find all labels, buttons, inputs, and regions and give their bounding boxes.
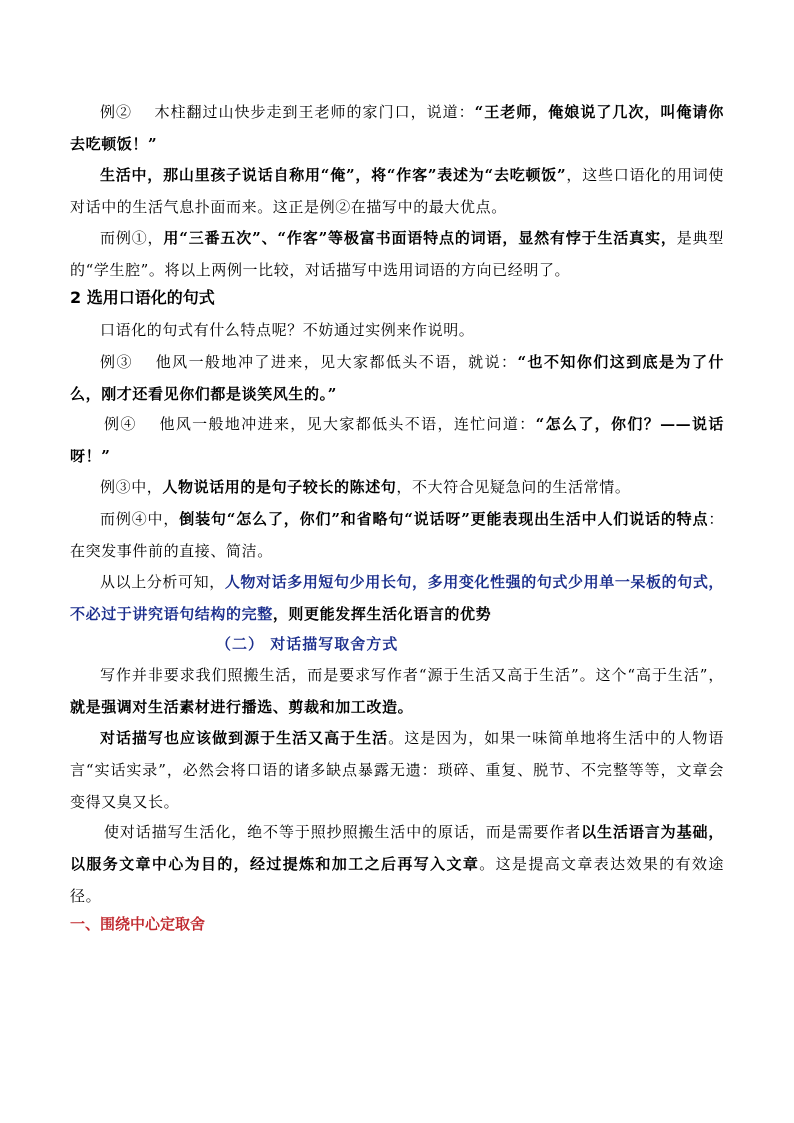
paragraph-text-pre: 使对话描写生活化，绝不等于照抄照搬生活中的原话，而是需要作者 [104, 823, 582, 841]
example-3 [70, 346, 724, 410]
paragraph-text: ，不大符合见疑急问的生活常情。 [396, 478, 631, 496]
example-4-label: 例④ [104, 415, 137, 433]
paragraph-student-tone [70, 222, 724, 286]
example-4-text: 他风一般地冲进来，见大家都低头不语，连忙问道： [158, 415, 536, 433]
paragraph-conclusion [70, 566, 724, 630]
paragraph-text: 。这是提高文章表达效果的有效途径。 [70, 855, 724, 905]
paragraph-bold: 倒装句“怎么了，你们”和省略句“说话呀”更能表现出生活中人们说话的特点 [179, 510, 709, 528]
paragraph-text-pre: 从以上分析可知， [100, 573, 225, 591]
section-heading-around-center: 一、围绕中心定取舍 [70, 915, 206, 933]
paragraph-text: ：在突发事件前的直接、简洁。 [70, 510, 724, 560]
paragraph-example-4-analysis [70, 503, 724, 567]
paragraph-text-pre: 例③中， [100, 478, 163, 496]
paragraph-text-pre: 写作并非要求我们照搬生活，而是要求写作者“源于生活又高于生活”。这个“高于生活”， [100, 666, 724, 684]
paragraph-colloquial-words [70, 159, 724, 223]
paragraph-above-life [70, 659, 724, 723]
paragraph-highlight: 人物对话多用短句少用长句，多用变化性强的句式少用单一呆板的句式，不必过于讲究语句结构的完整 [70, 573, 725, 623]
example-3-quote: “也不知你们这到底是为了什么，刚才还看见你们都是谈笑风生的。” [70, 353, 725, 403]
paragraph-bold: 人物说话用的是句子较长的陈述句 [162, 478, 397, 496]
example-4-quote: “怎么了，你们？——说话呀！” [70, 415, 724, 465]
heading-colloquial-sentences: 2 选用口语化的句式 [70, 288, 215, 307]
paragraph-refinement [70, 816, 724, 912]
example-2-quote: “王老师，俺娘说了几次，叫俺请你去吃顿饭！” [70, 103, 724, 153]
paragraph-text-pre: 而例④中， [100, 510, 180, 528]
paragraph-text: 。这是因为，如果一味简单地将生活中的人物语言“实话实录”，必然会将口语的诸多缺点暴露无遗：琐碎、重复、脱节、不完整等等，文章会变得又臭又长。 [70, 729, 724, 811]
example-3-text: 他风一般地冲了进来，见大家都低头不语，就说： [154, 353, 518, 371]
example-2-label: 例② [100, 103, 133, 121]
example-4 [70, 408, 724, 472]
paragraph-intro: 口语化的句式有什么特点呢？不妨通过实例来作说明。 [100, 321, 475, 339]
example-2 [70, 96, 724, 160]
paragraph-text: 是典型的“学生腔”。将以上两例一比较，对话描写中选用词语的方向已经明了。 [70, 229, 724, 279]
paragraph-bold: ，则更能发挥生活化语言的优势 [272, 605, 492, 623]
paragraph-text: ，这些口语化的用词使对话中的生活气息扑面而来。这正是例②在描写中的最大优点。 [70, 166, 724, 216]
paragraph-example-3-analysis [70, 471, 724, 503]
paragraph-bold: 对话描写也应该做到源于生活又高于生活 [100, 729, 389, 747]
example-3-label: 例③ [100, 353, 133, 371]
paragraph-bold: 以生活语言为基础，以服务文章中心为目的，经过提炼和加工之后再写入文章 [70, 823, 724, 873]
section-heading-selection: （二） 对话描写取舍方式 [216, 635, 399, 653]
paragraph-text-pre: 而例①， [100, 229, 164, 247]
paragraph-bold: 就是强调对生活素材进行播选、剪裁和加工改造。 [70, 698, 414, 716]
paragraph-bold: 生活中，那山里孩子说话自称用“俺”，将“作客”表述为“去吃顿饭” [100, 166, 567, 184]
paragraph-bold: 用“三番五次”、“作客”等极富书面语特点的词语，显然有悖于生活真实， [163, 229, 677, 247]
paragraph-dialogue-above-life [70, 722, 724, 818]
example-2-text: 木柱翻过山快步走到王老师的家门口，说道： [154, 103, 475, 121]
